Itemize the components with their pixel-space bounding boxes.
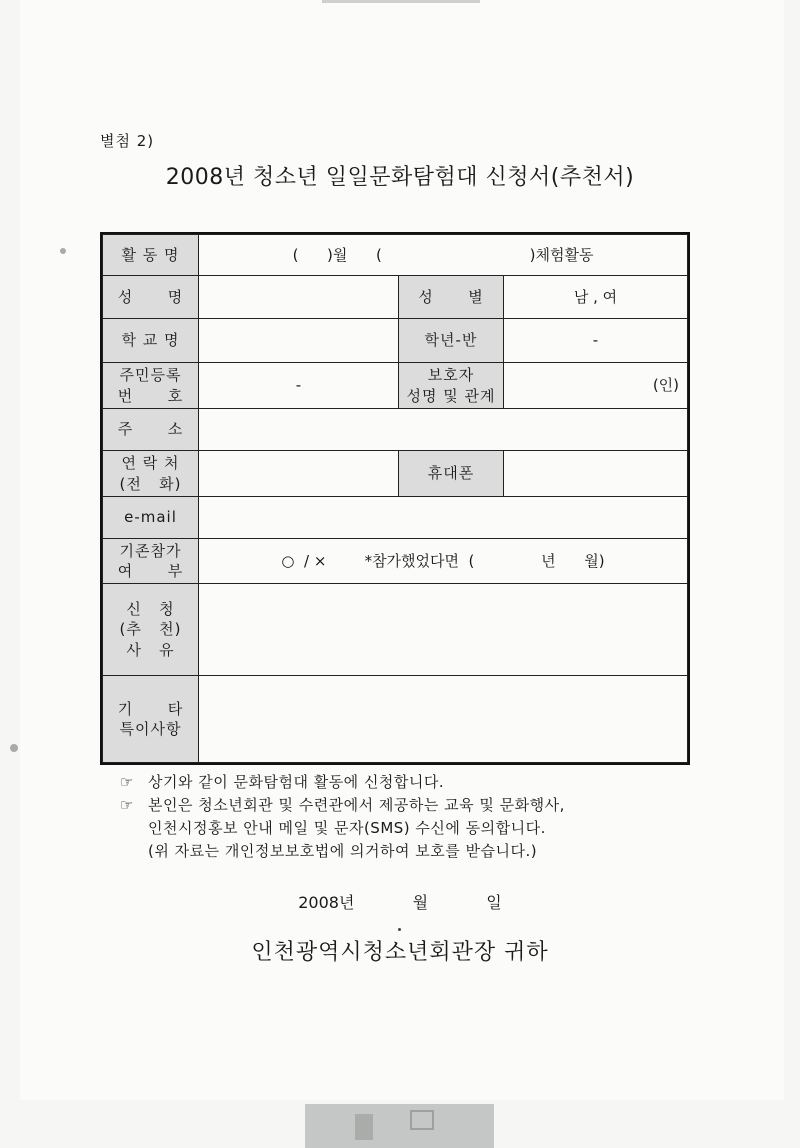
reason-label <box>103 584 199 676</box>
table-row <box>103 363 688 409</box>
pointing-hand-icon: ☞ <box>120 796 134 814</box>
table-row <box>103 497 688 539</box>
gender-label: 성 별 <box>399 276 504 319</box>
gender-field[interactable]: 남 , 여 <box>504 276 688 319</box>
note-text: 본인은 청소년회관 및 수련관에서 제공하는 교육 및 문화행사, <box>148 796 565 814</box>
table-row <box>103 276 688 319</box>
scanner-bed-strip <box>305 1104 494 1148</box>
grade-label: 학년-반 <box>399 319 504 363</box>
address-label: 주 소 <box>103 409 199 451</box>
name-label: 성 명 <box>103 276 199 319</box>
recipient-line: 인천광역시청소년회관장 귀하 <box>251 940 549 965</box>
contact-field[interactable] <box>199 451 399 497</box>
attachment-label: 별첨 2) <box>100 132 155 150</box>
table-row <box>103 676 688 763</box>
reason-label-line3: 사 유 <box>126 640 175 659</box>
table-row <box>103 319 688 363</box>
table-row <box>103 409 688 451</box>
resident-no-field[interactable]: - <box>199 363 399 409</box>
consent-notes <box>120 771 565 863</box>
table-row <box>103 584 688 676</box>
email-field[interactable] <box>199 497 688 539</box>
table-row <box>103 539 688 584</box>
activity-field[interactable]: ( )월 ( )체험활동 <box>199 235 688 276</box>
mobile-field[interactable] <box>504 451 688 497</box>
address-field[interactable] <box>199 409 688 451</box>
application-form-table <box>102 234 688 763</box>
email-label: e-mail <box>103 497 199 539</box>
table-row <box>103 235 688 276</box>
contact-label <box>103 451 199 497</box>
other-label-line1: 기 타 <box>117 699 184 718</box>
past-participation-label-line1: 기존참가 <box>119 541 182 560</box>
school-label: 학 교 명 <box>103 319 199 363</box>
guardian-label-line1: 보호자 <box>427 366 475 385</box>
other-label <box>103 676 199 763</box>
scan-edge-mark <box>322 0 480 3</box>
table-row <box>103 451 688 497</box>
resident-no-label <box>103 363 199 409</box>
guardian-label <box>399 363 504 409</box>
activity-label: 활 동 명 <box>103 235 199 276</box>
other-field[interactable] <box>199 676 688 763</box>
note-text: 상기와 같이 문화탐험대 활동에 신청합니다. <box>148 773 445 791</box>
note-line <box>120 771 565 794</box>
contact-label-line2: (전 화) <box>119 474 182 493</box>
other-label-line2: 특이사항 <box>119 720 182 738</box>
scanner-bed-mark <box>355 1114 373 1140</box>
date-month: 월 <box>412 893 429 912</box>
school-field[interactable] <box>199 319 399 363</box>
past-participation-label-line2: 여 부 <box>117 562 184 580</box>
note-text: 인천시정홍보 안내 메일 및 문자(SMS) 수신에 동의합니다. <box>148 819 546 837</box>
scan-speck <box>10 744 18 752</box>
resident-no-label-line1: 주민등록 <box>119 366 182 385</box>
past-participation-label <box>103 539 199 584</box>
date-year: 2008년 <box>298 893 355 912</box>
guardian-field[interactable]: (인) <box>504 363 688 409</box>
pointing-hand-icon: ☞ <box>120 773 134 791</box>
reason-label-line1: 신 청 <box>126 600 175 619</box>
note-line <box>120 794 565 817</box>
form-title: 2008년 청소년 일일문화탐험대 신청서(추천서) <box>165 165 635 190</box>
contact-label-line1: 연 락 처 <box>121 454 180 473</box>
date-day: 일 <box>486 893 502 912</box>
scan-speck <box>60 248 66 254</box>
resident-no-label-line2: 번 호 <box>117 386 184 405</box>
guardian-label-line2: 성명 및 관계 <box>406 386 496 405</box>
mobile-label: 휴대폰 <box>399 451 504 497</box>
reason-label-line2: (추 천) <box>119 620 182 639</box>
past-participation-field[interactable]: ○ / × *참가했었다면 ( 년 월) <box>199 539 688 584</box>
name-field[interactable] <box>199 276 399 319</box>
grade-field[interactable]: - <box>504 319 688 363</box>
note-text: (위 자료는 개인정보보호법에 의거하여 보호를 받습니다.) <box>148 842 538 860</box>
reason-field[interactable] <box>199 584 688 676</box>
date-line <box>0 890 800 913</box>
ink-dot <box>398 928 401 931</box>
scanner-bed-mark <box>410 1110 434 1130</box>
